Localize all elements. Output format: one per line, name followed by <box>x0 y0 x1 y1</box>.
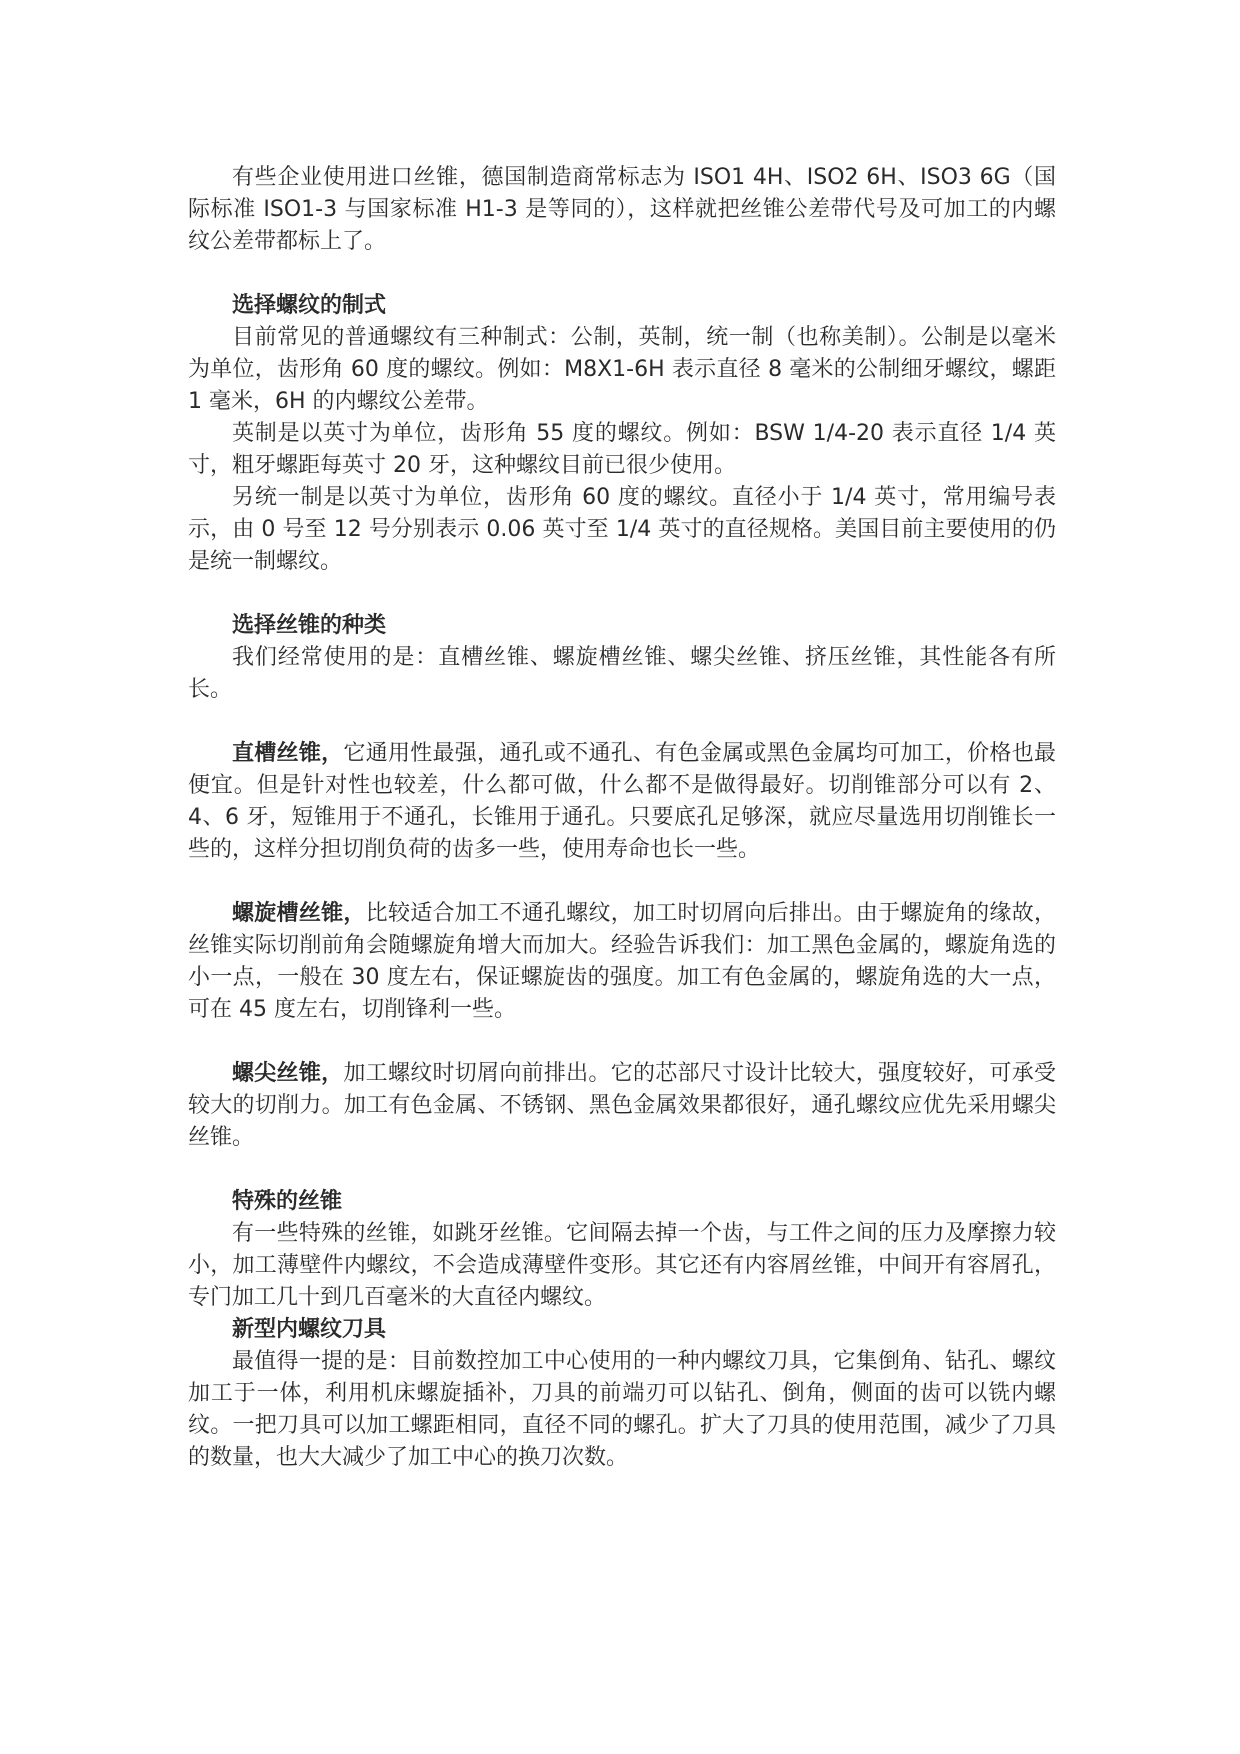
text-spiral-point-tap: 加工螺纹时切屑向前排出。它的芯部尺寸设计比较大，强度较好，可承受较大的切削力。加工有色金属、不锈钢、黑色金属效果都很好，通孔螺纹应优先采用螺尖丝锥。 <box>188 1061 1056 1150</box>
paragraph-new-thread-tools: 最值得一提的是：目前数控加工中心使用的一种内螺纹刀具，它集倒角、钻孔、螺纹加工于一体，利用机床螺旋插补，刀具的前端刃可以钻孔、倒角，侧面的齿可以铣内螺纹。一把刀具可以加工螺距相同，直径不同的螺孔。扩大了刀具的使用范围，减少了刀具的数量，也大大减少了加工中心的换刀次数。 <box>188 1349 1056 1470</box>
spacer <box>188 578 1056 610</box>
text-spiral-flute-tap: 比较适合加工不通孔螺纹，加工时切屑向后排出。由于螺旋角的缘故，丝锥实际切削前角会随螺旋角增大而加大。经验告诉我们：加工黑色金属的，螺旋角选的小一点，一般在 30 度左右，保证螺旋齿的强度。加工有色金属的，螺旋角选的大一点，可在 45 度左右，切削锋利一些。 <box>188 901 1056 1022</box>
term-spiral-flute-tap: 螺旋槽丝锥， <box>232 901 366 926</box>
paragraph-unified-thread: 另统一制是以英寸为单位，齿形角 60 度的螺纹。直径小于 1/4 英寸，常用编号表示，由 0 号至 12 号分别表示 0.06 英寸至 1/4 英寸的直径规格。美国目前主要使用的仍是统一制螺纹。 <box>188 485 1056 574</box>
paragraph-imported-taps: 有些企业使用进口丝锥，德国制造商常标志为 ISO1 4H、ISO2 6H、ISO3 6G（国际标准 ISO1-3 与国家标准 H1-3 是等同的），这样就把丝锥公差带代号及可加工的内螺纹公差带都标上了。 <box>188 165 1056 254</box>
paragraph-tap-types-intro: 我们经常使用的是：直槽丝锥、螺旋槽丝锥、螺尖丝锥、挤压丝锥，其性能各有所长。 <box>188 645 1056 702</box>
heading-thread-standards: 选择螺纹的制式 <box>232 293 387 318</box>
spacer <box>188 706 1056 738</box>
term-straight-flute-tap: 直槽丝锥， <box>232 741 344 766</box>
paragraph-metric-thread: 目前常见的普通螺纹有三种制式：公制，英制，统一制（也称美制）。公制是以毫米为单位，齿形角 60 度的螺纹。例如：M8X1-6H 表示直径 8 毫米的公制细牙螺纹，螺距 1 毫米，6H 的内螺纹公差带。 <box>188 325 1056 414</box>
paragraph-straight-flute-tap <box>188 738 1056 866</box>
paragraph-imperial-thread: 英制是以英寸为单位，齿形角 55 度的螺纹。例如：BSW 1/4-20 表示直径 1/4 英寸，粗牙螺距每英寸 20 牙，这种螺纹目前已很少使用。 <box>188 421 1056 478</box>
spacer <box>188 258 1056 290</box>
paragraph-spiral-point-tap <box>188 1058 1056 1154</box>
spacer <box>188 1154 1056 1186</box>
document-page <box>188 162 1056 1474</box>
term-spiral-point-tap: 螺尖丝锥， <box>232 1061 344 1086</box>
text-straight-flute-tap: 它通用性最强，通孔或不通孔、有色金属或黑色金属均可加工，价格也最便宜。但是针对性也较差，什么都可做，什么都不是做得最好。切削锥部分可以有 2、4、6 牙，短锥用于不通孔，长锥用于通孔。只要底孔足够深，就应尽量选用切削锥长一些的，这样分担切削负荷的齿多一些，使用寿命也长一些。 <box>188 741 1056 862</box>
paragraph-spiral-flute-tap <box>188 898 1056 1026</box>
spacer <box>188 1026 1056 1058</box>
heading-tap-types: 选择丝锥的种类 <box>232 613 387 638</box>
paragraph-special-taps: 有一些特殊的丝锥，如跳牙丝锥。它间隔去掉一个齿，与工件之间的压力及摩擦力较小，加工薄壁件内螺纹，不会造成薄壁件变形。其它还有内容屑丝锥，中间开有容屑孔，专门加工几十到几百毫米的大直径内螺纹。 <box>188 1221 1056 1310</box>
heading-special-taps: 特殊的丝锥 <box>232 1189 343 1214</box>
spacer <box>188 866 1056 898</box>
heading-new-thread-tools: 新型内螺纹刀具 <box>232 1317 387 1342</box>
